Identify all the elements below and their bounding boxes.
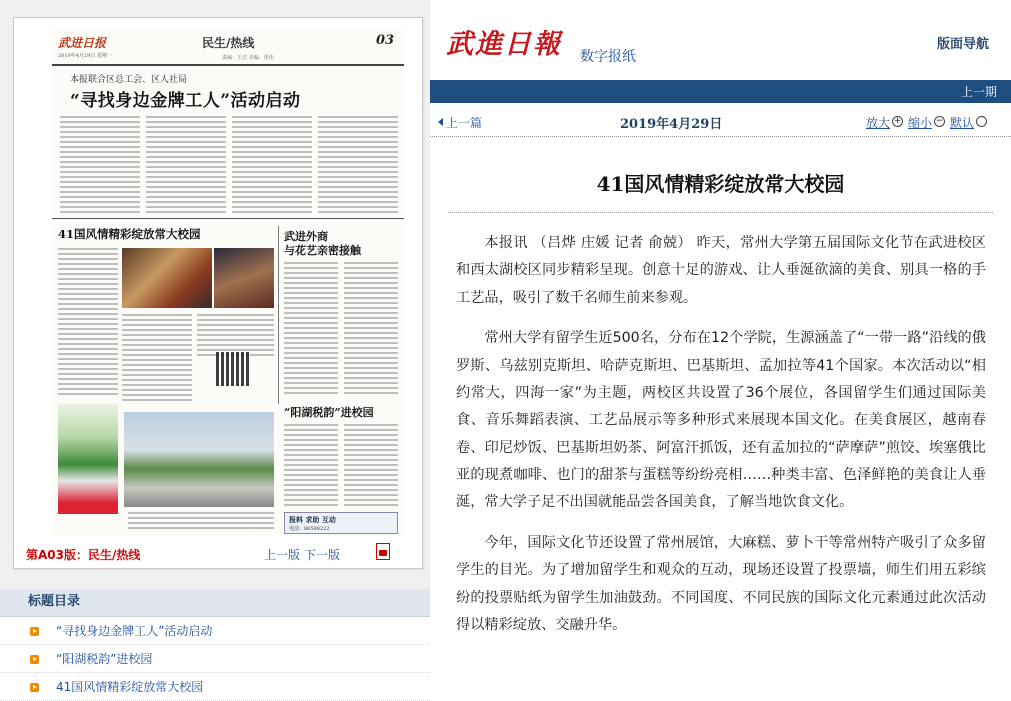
article-toolbar <box>430 103 1011 137</box>
article-paragraph: 今年，国际文化节还设置了常州展馆，大麻糕、萝卜干等常州特产吸引了众多留学生的目光。为了增加留学生和观众的互动，现场还设置了投票墙，师生们用五彩缤纷的投票贴纸为留学生加油鼓劲。不同国度、不同民族的国际文化元素通过此次活动得以精彩绽放、交融升华。 <box>456 535 986 634</box>
toc-item[interactable] <box>0 617 430 645</box>
np-text-block <box>284 262 338 397</box>
layout-navigation-link[interactable]: 版面导航 <box>937 37 990 52</box>
bullet-arrow-icon <box>30 655 39 664</box>
np-text-block <box>344 262 398 397</box>
np-header <box>52 30 404 66</box>
np-section: 民生/热线 <box>202 36 255 50</box>
np-kicker: 本报联合区总工会、区人社局 <box>70 75 188 85</box>
site-subtitle: 数字报纸 <box>580 49 636 65</box>
site-masthead <box>430 0 1011 80</box>
nav-bar <box>430 80 1011 103</box>
next-page-link[interactable]: 下一版 <box>304 548 341 562</box>
triangle-left-icon <box>438 118 443 126</box>
default-size-link[interactable]: 默认 <box>950 116 975 130</box>
np-story-title[interactable]: “阳湖税韵”进校园 <box>284 406 374 419</box>
np-text-block <box>128 512 274 530</box>
np-story-title[interactable]: 武进外商 <box>284 230 328 243</box>
right-panel <box>430 0 1011 701</box>
toc-item-label: 41国风情精彩绽放常大校园 <box>56 680 204 694</box>
np-text-block <box>284 424 338 508</box>
np-headline[interactable]: “寻找身边金牌工人”活动启动 <box>70 91 301 111</box>
circle-icon[interactable] <box>976 116 987 127</box>
bullet-arrow-icon <box>30 627 39 636</box>
np-meta: 责编：王洁 美编：张伟 <box>222 55 274 61</box>
np-photo <box>122 248 212 308</box>
issue-date: 2019年4月29日 <box>620 117 723 132</box>
plus-circle-icon[interactable]: + <box>893 116 902 126</box>
newspaper-page-image[interactable] <box>52 30 404 536</box>
edition-label: 第A03版：民生/热线 <box>26 548 141 562</box>
minus-circle-icon[interactable]: − <box>935 116 944 126</box>
np-ad-box <box>284 512 398 534</box>
np-ad-phone: 电话：86598222 <box>289 526 330 532</box>
prev-article-label: 上一篇 <box>446 116 483 130</box>
title-directory <box>0 589 430 701</box>
article-paragraph: 本报讯 （吕烨 庄媛 记者 俞兢） 昨天，常州大学第五届国际文化节在武进校区和西太湖校区同步精彩呈现。创意十足的游戏、让人垂涎欲滴的美食、别具一格的手工艺品，吸引了数千名师生前来参观。 <box>456 235 986 306</box>
np-text-block <box>318 116 398 214</box>
np-divider <box>52 218 404 219</box>
prev-article-link[interactable] <box>438 114 482 131</box>
toc-item-label: “寻找身边金牌工人”活动启动 <box>56 624 213 638</box>
np-text-block <box>60 116 140 214</box>
np-story-title[interactable]: 41国风情精彩绽放常大校园 <box>58 227 201 241</box>
zoom-out-link[interactable]: 缩小 <box>908 116 933 130</box>
prev-issue-link[interactable]: 上一期 <box>960 85 997 99</box>
np-text-block <box>344 424 398 508</box>
article-title: 41国风情精彩绽放常大校园 <box>596 172 845 196</box>
toc-item[interactable] <box>0 673 430 701</box>
toc-header: 标题目录 <box>0 589 430 617</box>
zoom-in-link[interactable]: 放大 <box>866 116 891 130</box>
np-text-block <box>232 116 312 214</box>
np-text-block <box>122 314 192 404</box>
bullet-arrow-icon <box>30 683 39 692</box>
title-divider <box>448 212 993 213</box>
np-masthead: 武进日报 <box>58 36 107 50</box>
np-text-block <box>146 116 226 214</box>
np-divider <box>278 226 279 404</box>
np-photo <box>124 412 274 507</box>
np-date: 2019年4月29日 星期一 <box>58 53 112 59</box>
article-body <box>456 230 986 653</box>
np-ad-image <box>58 404 118 514</box>
pdf-download-icon[interactable] <box>376 543 390 560</box>
qr-code-image <box>216 352 250 386</box>
site-logo[interactable]: 武進日報 <box>446 29 562 60</box>
toc-item[interactable] <box>0 645 430 673</box>
page-preview-frame <box>13 17 423 569</box>
left-panel <box>0 0 430 701</box>
np-text-block <box>58 248 118 398</box>
article-paragraph: 常州大学有留学生近500名，分布在12个学院，生源涵盖了“一带一路”沿线的俄罗斯、乌兹别克斯坦、哈萨克斯坦、巴基斯坦、孟加拉等41个国家。本次活动以“相约常大，四海一家”为主题，两校区共设置了36个展位，各国留学生们通过国际美食、音乐舞蹈表演、工艺品展示等多种形式来展现本国文化。在美食展区，越南春卷、印尼炒饭、巴基斯坦奶茶、阿富汗抓饭，还有孟加拉的“萨摩萨”煎饺、埃塞俄比亚的现煮咖啡、也门的甜茶与蛋糕等纷纷亮相……种类丰富、色泽鲜艳的美食让人垂涎，常大学子足不出国就能品尝各国美食，了解当地饮食文化。 <box>456 330 986 511</box>
toc-item-label: “阳湖税韵”进校园 <box>56 652 153 666</box>
prev-page-link[interactable]: 上一版 <box>264 548 301 562</box>
np-ad-text: 报料 求助 互动 <box>289 515 336 524</box>
np-photo <box>214 248 274 308</box>
np-page-number: 03 <box>376 33 395 48</box>
np-story-title[interactable]: 与花艺亲密接触 <box>284 244 361 257</box>
